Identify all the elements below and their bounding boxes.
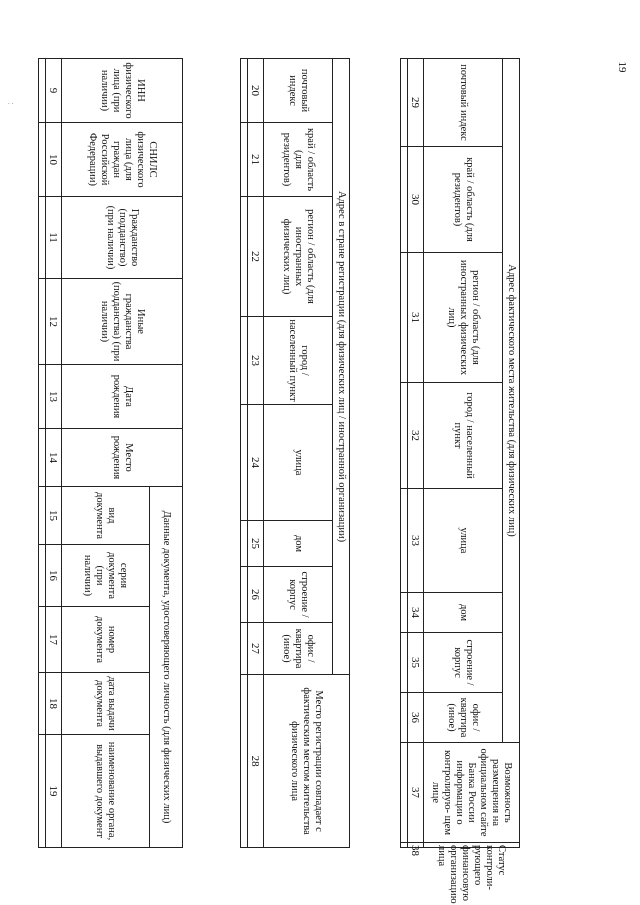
col-number: 14 bbox=[46, 429, 62, 487]
col-building: строение / корпус bbox=[264, 567, 333, 623]
col-number: 27 bbox=[248, 623, 264, 675]
col-number: 21 bbox=[248, 123, 264, 197]
col-number: 11 bbox=[46, 197, 62, 279]
col-street: улица bbox=[264, 405, 333, 521]
col-postal-code: почтовый индекс bbox=[264, 59, 333, 123]
col-number: 17 bbox=[46, 607, 62, 673]
col-number: 26 bbox=[248, 567, 264, 623]
col-publication-consent: Возможность размещения на официальном сайте Банка России информации о контролирую- щем лице bbox=[424, 743, 520, 843]
col-number: 23 bbox=[248, 317, 264, 405]
col-citizenship: Гражданство (подданство) (при наличии) bbox=[62, 197, 183, 279]
col-number: 25 bbox=[248, 521, 264, 567]
col-building: строение / корпус bbox=[424, 633, 503, 693]
residence-group-header: Адрес фактического места жительства (для физических лиц) bbox=[503, 59, 520, 743]
col-number: 12 bbox=[46, 279, 62, 365]
col-doc-series: серия документа (при наличии) bbox=[62, 545, 150, 607]
col-number: 30 bbox=[408, 147, 424, 253]
col-doc-type: вид документа bbox=[62, 487, 150, 545]
col-number: 15 bbox=[46, 487, 62, 545]
col-postal-code: почтовый индекс bbox=[424, 59, 503, 147]
col-number: 10 bbox=[46, 123, 62, 197]
col-number: 34 bbox=[408, 593, 424, 633]
col-number: 35 bbox=[408, 633, 424, 693]
col-office: офис / квартира (иное) bbox=[264, 623, 333, 675]
identity-doc-group-header: Данные документа, удостоверяющего личность (для физических лиц) bbox=[150, 487, 183, 848]
col-doc-issue-date: дата выдачи документа bbox=[62, 673, 150, 735]
col-number: 32 bbox=[408, 383, 424, 489]
col-birth-date: Дата рождения bbox=[62, 365, 183, 429]
col-street: улица bbox=[424, 489, 503, 593]
page-number: 19 bbox=[616, 61, 628, 73]
col-region-foreign: регион / область (для иностранных физических лиц) bbox=[264, 197, 333, 317]
col-number: 29 bbox=[408, 59, 424, 147]
col-registration-match: Место регистрации совпадает с фактическим местом жительства физического лица bbox=[264, 675, 350, 848]
identity-table bbox=[38, 58, 183, 848]
col-controller-status: Статус контроли- рующего финансовую организацию лица bbox=[424, 843, 520, 848]
col-number: 16 bbox=[46, 545, 62, 607]
col-doc-issuer: наименование органа, выдавшего документ bbox=[62, 735, 150, 848]
col-city: город / населенный пункт bbox=[424, 383, 503, 489]
col-number: 33 bbox=[408, 489, 424, 593]
col-number: 38 bbox=[408, 843, 424, 848]
actual-residence-table bbox=[400, 58, 520, 904]
registration-group-header: Адрес в стране регистрации (для физических лиц / иностранной организации) bbox=[333, 59, 350, 675]
col-city: город / населенный пункт bbox=[264, 317, 333, 405]
col-office: офис / квартира (иное) bbox=[424, 693, 503, 743]
col-number: 31 bbox=[408, 253, 424, 383]
col-number: 18 bbox=[46, 673, 62, 735]
registration-address-table bbox=[240, 58, 350, 848]
col-birth-place: Место рождения bbox=[62, 429, 183, 487]
col-region-resident: край / область (для резидентов) bbox=[264, 123, 333, 197]
col-region-foreign: регион / область (для иностранных физических лиц) bbox=[424, 253, 503, 383]
col-number: 19 bbox=[46, 735, 62, 848]
col-snils: СНИЛС физического лица (для граждан Российской Федерации) bbox=[62, 123, 183, 197]
col-inn: ИНН физического лица (при наличии) bbox=[62, 59, 183, 123]
col-number: 22 bbox=[248, 197, 264, 317]
col-number: 28 bbox=[248, 675, 264, 848]
scan-mark: . . bbox=[8, 98, 14, 106]
col-house: дом bbox=[264, 521, 333, 567]
col-doc-number: номер документа bbox=[62, 607, 150, 673]
col-other-citizenship: Иные гражданства (подданства) (при наличии) bbox=[62, 279, 183, 365]
col-number: 37 bbox=[408, 743, 424, 843]
col-number: 13 bbox=[46, 365, 62, 429]
col-region-resident: край / область (для резидентов) bbox=[424, 147, 503, 253]
col-number: 24 bbox=[248, 405, 264, 521]
col-number: 36 bbox=[408, 693, 424, 743]
col-number: 9 bbox=[46, 59, 62, 123]
col-house: дом bbox=[424, 593, 503, 633]
col-number: 20 bbox=[248, 59, 264, 123]
